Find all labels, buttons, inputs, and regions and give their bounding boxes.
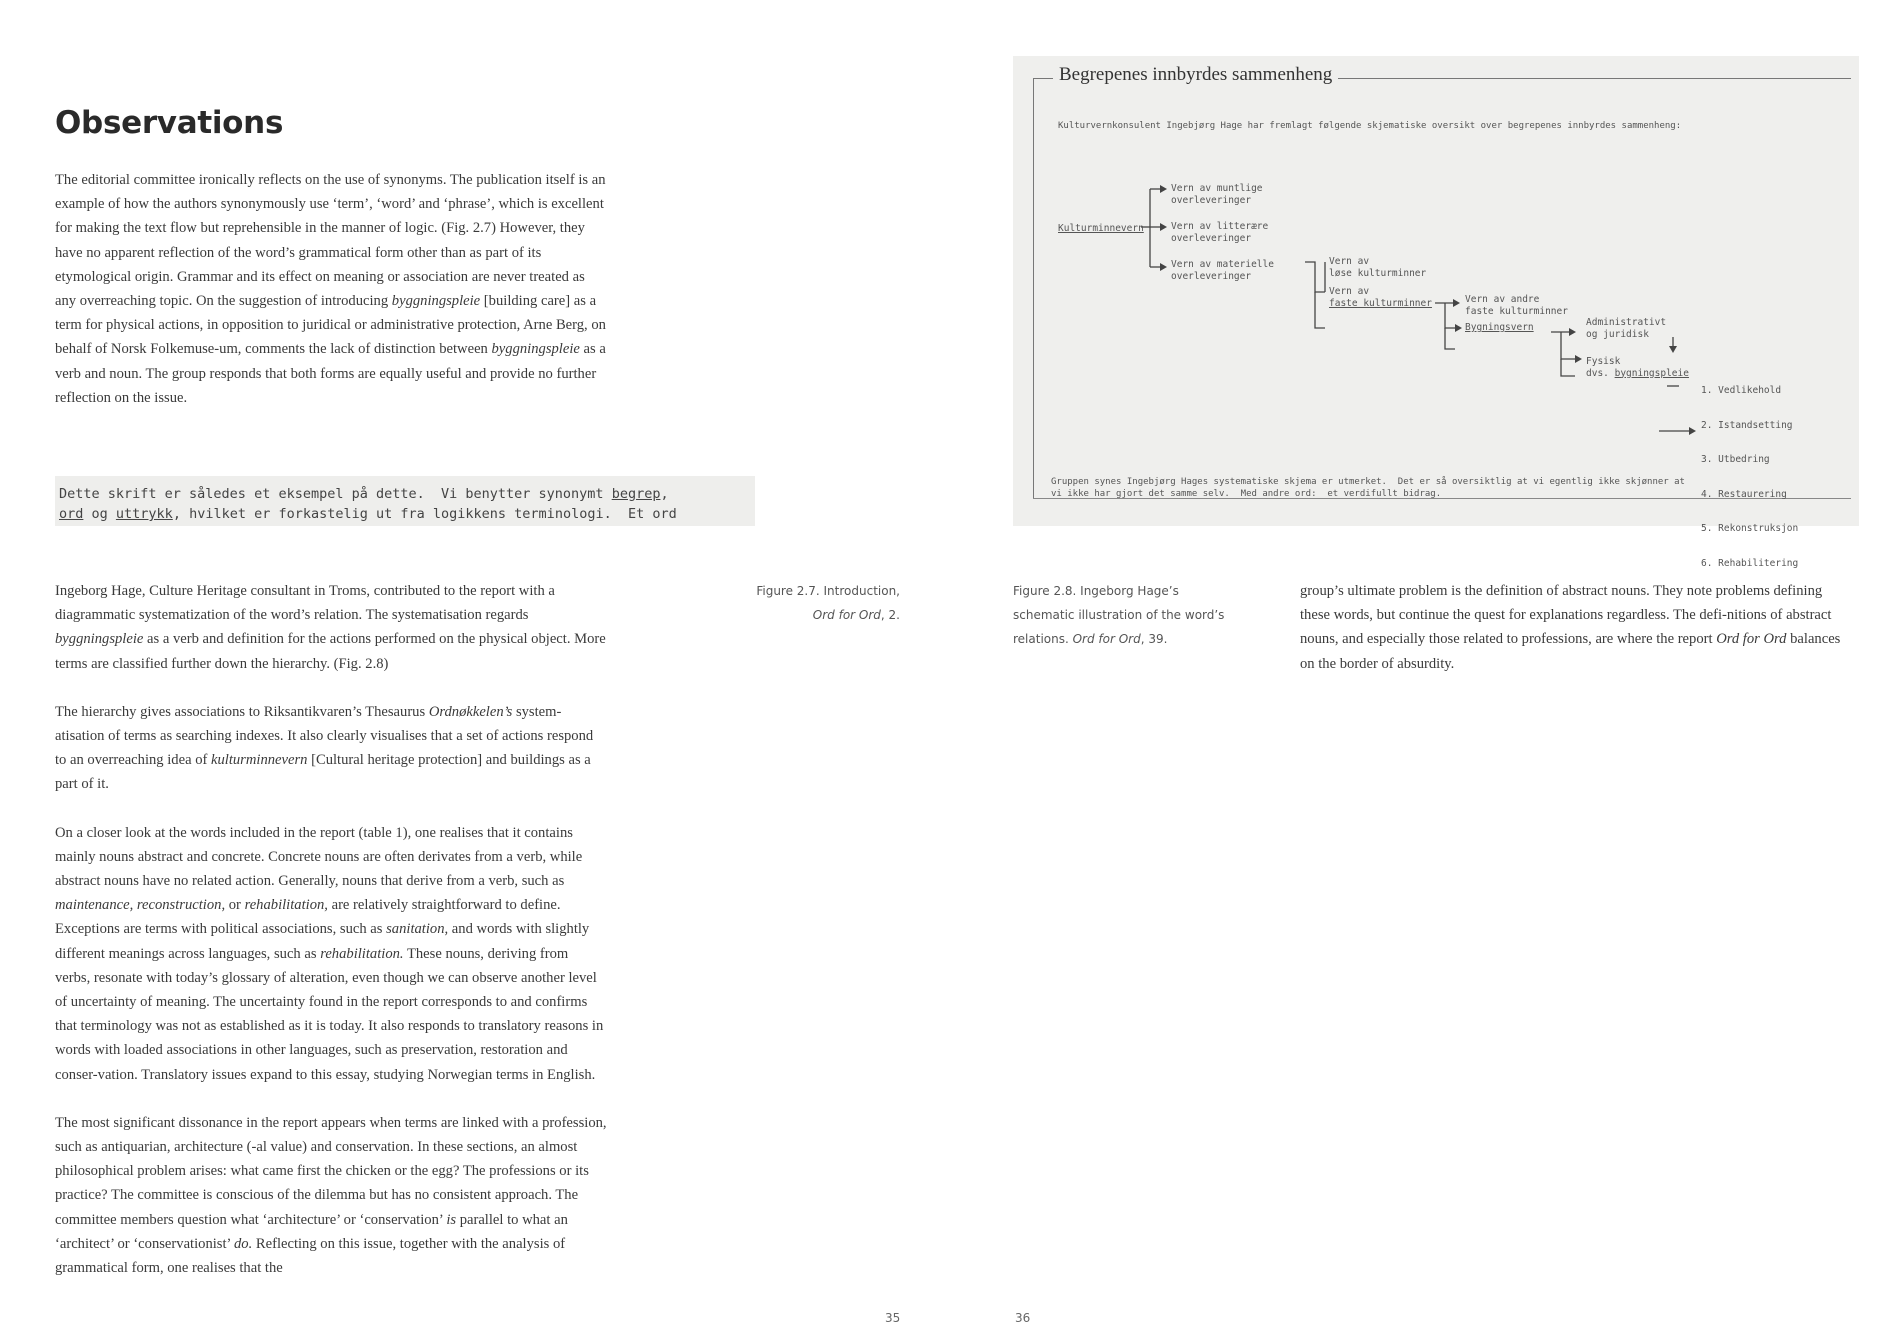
paragraph-2: Ingeborg Hage, Culture Heritage consultant in Troms, contributed to the report with a diagrammatic systematization of the word’s relation. The systematisation regards byggningspleie as a verb and definition for the actions performed on the physical object. More terms are classified further down the hierarchy. (Fig. 2.8): [55, 583, 606, 672]
node-material: Vern av materielle overleveringer: [1171, 259, 1274, 282]
figure-2-8-caption: Figure 2.8. Ingeborg Hage’s schematic illustration of the word’s relations. Ord for Ord, 39.: [1013, 584, 1225, 647]
paragraph-3: The hierarchy gives associations to Riksantikvaren’s Thesaurus Ordnøkkelen’s system-atisation of terms as searching indexes. It also clearly visualises that a set of actions respond to an overreaching idea of kulturminnevern [Cultural heritage protection] and buildings as a part of it.: [55, 703, 594, 793]
scan-title: Begrepenes innbyrdes sammenheng: [1053, 64, 1338, 86]
excerpt-line-1: Dette skrift er således et eksempel på dette. Vi benytter synonymt begrep,: [59, 486, 669, 502]
main-text-column: [55, 579, 607, 1304]
list-item: 3. Utbedring: [1701, 454, 1770, 465]
right-text-column: [1300, 579, 1848, 700]
node-fixed: Vern av faste kulturminner: [1329, 286, 1432, 309]
page-number-right: 36: [1015, 1311, 1031, 1325]
scan-intro: Kulturvernkonsulent Ingebjørg Hage har fremlagt følgende skjematiske oversikt over begrepenes innbyrdes sammenheng:: [1058, 121, 1682, 131]
excerpt-line-2: ord og uttrykk, hvilket er forkastelig ut fra logikkens terminologi. Et ord: [59, 506, 677, 522]
node-other-fixed: Vern av andre faste kulturminner: [1465, 294, 1568, 317]
paragraph-5: The most significant dissonance in the report appears when terms are linked with a profession, such as antiquarian, architecture (-al value) and conservation. In these sections, an almost philosophical problem arises: what came first the chicken or the egg? The professions or its practice? The committee is conscious of the dilemma but has no consistent approach. The committee members question what ‘architecture’ or ‘conservation’ is parallel to what an ‘architect’ or ‘conservationist’ do. Reflecting on this issue, together with the analysis of grammatical form, one realises that the: [55, 1114, 607, 1277]
figure-2-7-caption: Figure 2.7. Introduction, Ord for Ord, 2.: [756, 584, 900, 623]
list-item: 5. Rekonstruksjon: [1701, 523, 1799, 534]
section-heading: Observations: [55, 105, 284, 141]
node-building-protection: Bygningsvern: [1465, 322, 1534, 333]
paragraph-1: The editorial committee ironically reflects on the use of synonyms. The publication itself is an example of how the authors synonymously use ‘term’, ‘word’ and ‘phrase’, which is excellent for making the text flow but reprehensible in the manner of logic. (Fig. 2.7) However, they have no apparent reflection of the word’s grammatical form other than as part of its etymological origin. Grammar and its effect on meaning or association are never treated as any overreaching topic. On the suggestion of introducing byggningspleie [building care] as a term for physical actions, in opposition to juridical or administrative protection, Arne Berg, on behalf of Norsk Folkemuse-um, comments the lack of distinction between byggningspleie as a verb and noun. The group responds that both forms are equally useful and provide no further reflection on the issue.: [55, 172, 606, 406]
page-number-left: 35: [885, 1311, 901, 1325]
list-item: 2. Istandsetting: [1701, 419, 1793, 431]
list-item: 1. Vedlikehold: [1701, 385, 1782, 396]
paragraph-4: On a closer look at the words included in the report (table 1), one realises that it contains mainly nouns abstract and concrete. Concrete nouns are often derivates from a verb, while abstract nouns have no related action. Generally, nouns that derive from a verb, such as maintenance, reconstruction, or rehabilitation, are relatively straightforward to define. Exceptions are terms with political associations, such as sanitation, and words with slightly different meanings across languages, such as rehabilitation. These nouns, deriving from verbs, resonate with today’s glossary of alteration, even though we can observe another level of uncertainty of meaning. The uncertainty found in the report corresponds to and confirms that terminology was not as established as it is today. It also responds to translatory reasons in words with loaded associations in other languages, such as preservation, restoration and conser-vation. Translatory issues expand to this essay, studying Norwegian terms in English.: [55, 824, 604, 1083]
node-literary: Vern av litterære overleveringer: [1171, 221, 1269, 244]
scan-footer: Gruppen synes Ingebjørg Hages systematiske skjema er utmerket. Det er så oversiktlig at vi egentlig ikke skjønner at vi ikke har gjort det samme selv. Med andre ord: et verdifullt bidrag.: [1051, 477, 1685, 499]
node-movable: Vern av løse kulturminner: [1329, 256, 1427, 279]
right-page: [950, 0, 1900, 1344]
list-item: 6. Rehabilitering: [1701, 557, 1799, 569]
scanned-diagram-figure: [1013, 56, 1859, 569]
node-administrative: Administrativt og juridisk: [1586, 317, 1667, 340]
typewritten-excerpt: [55, 476, 755, 526]
node-action-list: [1701, 362, 1798, 592]
node-root: Kulturminnevern: [1058, 223, 1144, 234]
paragraph-continued: group’s ultimate problem is the definition of abstract nouns. They note problems defining these words, but continue the quest for explanations regardless. The defi-nitions of abstract nouns, and especially those related to professions, are where the report Ord for Ord balances on the border of absurdity.: [1300, 583, 1841, 672]
intro-paragraph-block: [55, 168, 607, 434]
node-physical: Fysisk dvs. bygningspleie: [1586, 356, 1689, 379]
node-oral: Vern av muntlige overleveringer: [1171, 183, 1263, 206]
list-item: 4. Restaurering: [1701, 488, 1787, 500]
